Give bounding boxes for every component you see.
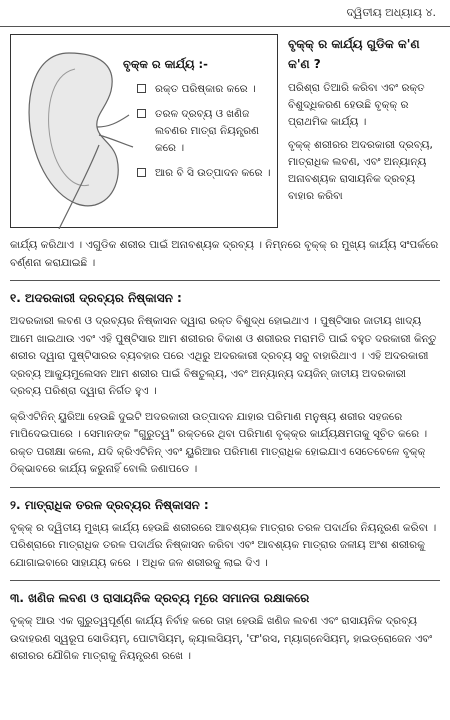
section-2-paragraph: ବୃକ୍‌କ୍ ର ଦ୍ୱିତୀୟ ମୁଖ୍ୟ କାର୍ଯ୍ୟ ହେଉଛି ଶରୀରରେ ଆବଶ୍ୟକ ମାତ୍ରାର ତରଳ ପଦାର୍ଥର ନିୟନ୍ତ୍ରଣ କରିବା । ପରିଶ୍ରାରେ ମାତ୍ରାଧିକ ତରଳ ପଦାର୍ଥର ନିଷ୍କାସନ କରିବା ଏବଂ ଆବଶ୍ୟକ ମାତ୍ରାର ଜଳୀୟ ଅଂଶ ଶରୀରକୁ ଯୋଗାଇବାରେ ସାହାଯ୍ୟ କରେ । ଅଧିକ ଜଳ ଶରୀରକୁ ଲାଇ ଦିଏ । [10, 521, 437, 569]
section-3-paragraph: ବୃକ୍‌କ୍ ଆଉ ଏକ ଗୁରୁତ୍ୱପୂର୍ଣ୍ଣ କାର୍ଯ୍ୟ ନିର୍ବାହ କରେ ତାହା ହେଉଛି ଖଣିଜ ଲବଣ ଏବଂ ରାସାୟନିକ ଦ୍ରବ୍ୟ ଉଦାହରଣ ସ୍ୱରୂପ ସୋଡିୟମ୍, ପୋଟାସିୟମ୍, କ୍ୟାଲସିୟମ୍, 'ଫ'ରସ, ମ୍ୟାଗ୍ନେସିୟମ୍, ହାଇଡ୍ରୋଜେନ ଏବଂ ଶରୀରର ଯୌଗିକ ମାତ୍ରାକୁ ନିୟନ୍ତ୍ରଣ ରଖେ । [10, 615, 433, 662]
function-item [137, 81, 271, 98]
kidney-function-box [10, 34, 278, 228]
section-1-paragraph-2: କ୍ରିଏଟିନିନ୍ ୟୁରିଆ ହେଉଛି ଦୁଇଟି ଅଦରକାରୀ ଉତ୍ପାଦନ ଯାହାର ପରିମାଣ ମନୁଷ୍ୟ ଶରୀର ସହଜରେ ମାପିଦେଇପାରେ । ସେମାନଙ୍କ "ଗୁରୁତ୍ୱ" ରକ୍ତରେ ଥିବା ପରିମାଣ ବୃକ୍‌କ୍‌ର କାର୍ଯ୍ୟକ୍ଷମତାକୁ ସୂଚିତ କରେ । ରକ୍ତ ପରୀକ୍ଷା କଲେ, ଯଦି କ୍ରିଏଟିନିନ୍ ଏବଂ ୟୁରିଆର ପରିମାଣ ମାତ୍ରାଧିକ ହୋଇଯାଏ ସେତେବେଳେ ବୃକ୍‌କ୍ ଠିକ୍‌ଭାବରେ କାର୍ଯ୍ୟ କରୁନାହିଁ ବୋଲି ଜଣାପଡେ । [10, 410, 428, 475]
divider [10, 580, 440, 581]
box-title: ବୃକ୍‌କ ର କାର୍ଯ୍ୟ :- [123, 57, 208, 71]
renal-artery [97, 115, 129, 127]
section-1-heading: ୧. ଅଦରକାରୀ ଦ୍ରବ୍ୟର ନିଷ୍କାସନ : [10, 291, 182, 305]
function-item [137, 165, 271, 182]
function-item-text: ରକ୍ତ ପରିଷ୍କାର କରେ । [155, 83, 256, 95]
right-paragraph-2: ବୃକ୍‌କ୍ ଶରୀରର ଅଦରକାରୀ ଦ୍ରବ୍ୟ, ମାତ୍ରାଧିକ ଲବଣ, ଏବଂ ଅନ୍ୟାନ୍ୟ ଅନାବଶ୍ୟକ ରାସାୟନିକ ଦ୍ରବ୍ୟ ବାହାର କରିବା [288, 139, 433, 202]
function-list [137, 81, 271, 190]
checkbox-icon [137, 168, 146, 177]
function-item-text: ଆର ବି ସି ଉତ୍ପାଦନ କରେ । [155, 167, 271, 179]
divider [10, 487, 440, 488]
intro-continuation: କାର୍ଯ୍ୟ କରିଥାଏ । ଏଗୁଡିକ ଶରୀର ପାଇଁ ଅନାବଶ୍ୟକ ଦ୍ରବ୍ୟ । ନିମ୍ନରେ ବୃକ୍‌କ୍ ର ମୁଖ୍ୟ କାର୍ଯ୍ୟ ସଂପର୍କରେ ବର୍ଣ୍ଣନା କରାଯାଇଛି । [10, 239, 439, 269]
right-column [288, 34, 440, 211]
running-header: ଦ୍ୱିତୀୟ ଅଧ୍ୟାୟ ୪. [346, 6, 436, 19]
checkbox-icon [137, 109, 146, 118]
body-text [10, 237, 440, 674]
checkbox-icon [137, 84, 146, 93]
function-item-text: ତରଳ ଦ୍ରବ୍ୟ ଓ ଖଣିଜ ଲବଣର ମାତ୍ରା ନିୟନ୍ତ୍ରଣ କରେ । [155, 108, 259, 154]
right-paragraph-1: ପରିଶ୍ରା ତିଆରି କରିବା ଏବଂ ରକ୍ତ ବିଶୁଦ୍ଧିକରଣ ହେଉଛି ବୃକ୍‌କ୍ ର ପ୍ରାଥମିକ କାର୍ଯ୍ୟ । [288, 82, 425, 128]
section-3-heading: ୩. ଖଣିଜ ଲବଣ ଓ ରାସାୟନିକ ଦ୍ରବ୍ୟ ମୂରେ ସମାନତା ରକ୍ଷାକରେ [10, 591, 310, 605]
page-header [0, 0, 450, 27]
section-2-heading: ୨. ମାତ୍ରାଧିକ ତରଳ ଦ୍ରବ୍ୟର ନିଷ୍କାସନ : [10, 497, 209, 512]
divider [10, 280, 440, 281]
section-1-paragraph-1: ଅଦରକାରୀ ଲବଣ ଓ ଦ୍ରବ୍ୟର ନିଷ୍କାସନ ଦ୍ୱାରା ରକ୍ତ ବିଶୁଦ୍ଧ ହୋଇଥାଏ । ପୁଷ୍ଟିସାର ଜାତୀୟ ଖାଦ୍ୟ ଆମେ ଖାଇଥାଉ ଏବଂ ଏହି ପୁଷ୍ଟିସାର ଆମ ଶରୀରର ବିକାଶ ଓ ଶରୀରର ମରାମତି ପାଇଁ ବହୁତ ଦରକାରୀ କିନ୍ତୁ ଶରୀର ଦ୍ୱାରା ପୁଷ୍ଟିସାରର ବ୍ୟବହାର ପରେ ଏଥିରୁ ଅଦରକାରୀ ଦ୍ରବ୍ୟ ସବୁ ବାହାରିଥାଏ । ଏହି ଅଦରକାରୀ ଦ୍ରବ୍ୟ ଆକ୍ୟୁମୁଲେସନ ଆମ ଶରୀର ପାଇଁ ବିଷତୁଲ୍ୟ, ଏବଂ ଅନ୍ୟାନ୍ୟ ଦୟଜିନ୍ ଜାତୀୟ ଅଦରକାରୀ ଦ୍ରବ୍ୟ ପରିଶ୍ରା ଦ୍ୱାରା ନିର୍ଗତ ହୁଏ । [10, 315, 437, 397]
right-heading: ବୃକ୍‌କ୍ ର କାର୍ଯ୍ୟ ଗୁଡିକ କ'ଣ କ'ଣ ? [288, 37, 420, 71]
function-item [137, 106, 271, 157]
